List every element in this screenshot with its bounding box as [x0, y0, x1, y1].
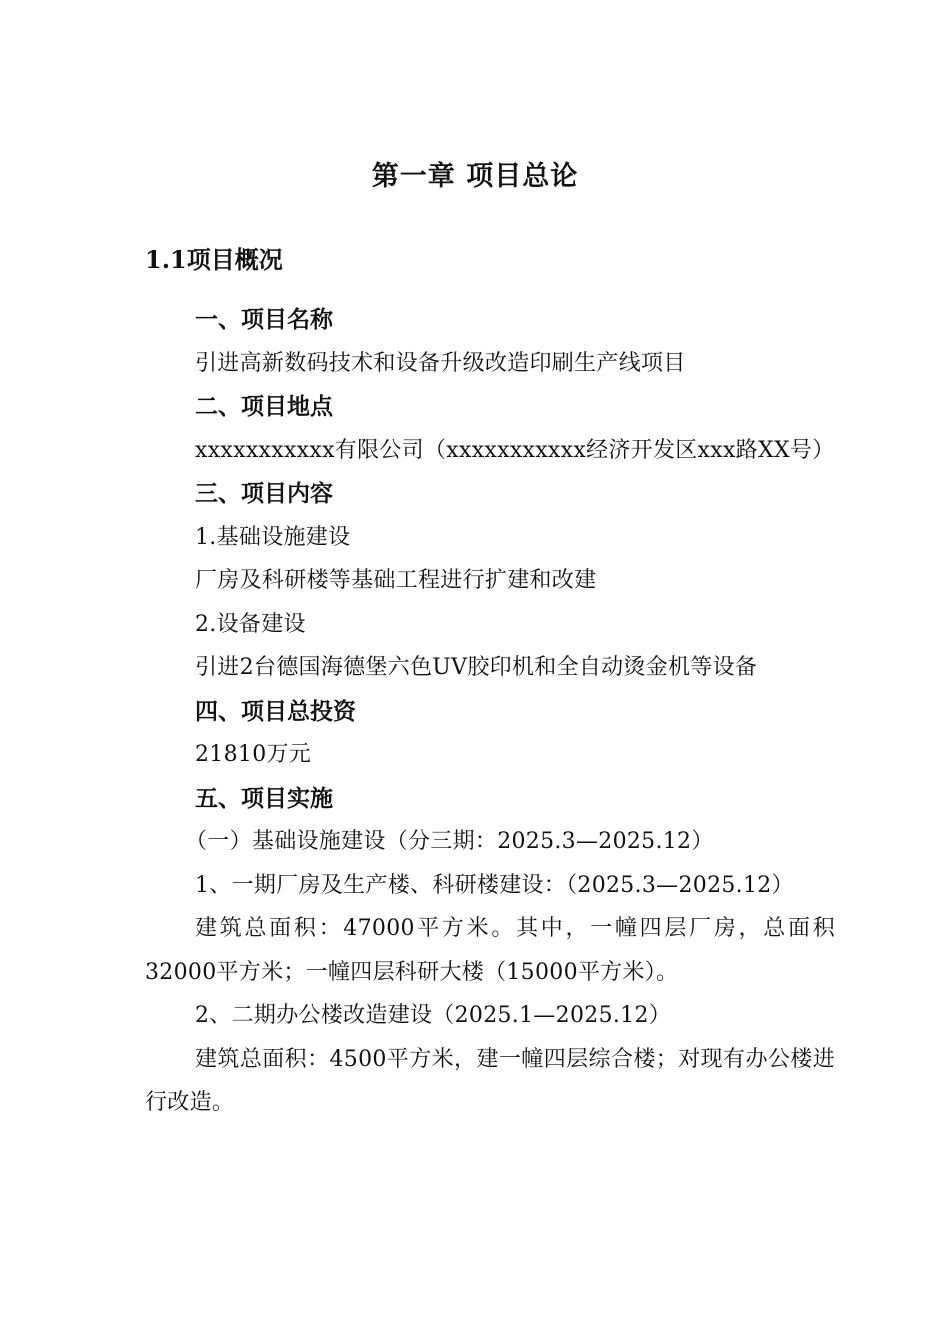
content-sub-equipment: 2.设备建设: [195, 611, 306, 637]
project-location-text: xxxxxxxxxxx有限公司（xxxxxxxxxxx经济开发区xxx路XX号）: [195, 437, 835, 463]
chapter-title: 第一章 项目总论: [371, 161, 579, 192]
implementation-sub-infrastructure: （一）基础设施建设（分三期：2025.3—2025.12）: [185, 829, 714, 854]
heading-project-content: 三、项目内容: [195, 480, 333, 507]
implementation-phase-1-text: 建筑总面积：47000平方米。其中，一幢四层厂房，总面积32000平方米；一幢四层科研大楼（15000平方米）。: [145, 916, 835, 985]
implementation-phase-2: 2、二期办公楼改造建设（2025.1—2025.12）: [195, 1003, 672, 1028]
content-sub-infrastructure: 1.基础设施建设: [195, 524, 351, 550]
content-sub-equipment-text: 引进2台德国海德堡六色UV胶印机和全自动烫金机等设备: [195, 655, 758, 680]
implementation-phase-1: 1、一期厂房及生产楼、科研楼建设：（2025.3—2025.12）: [195, 872, 794, 898]
total-investment-text: 21810万元: [195, 742, 312, 767]
content-sub-infrastructure-text: 厂房及科研楼等基础工程进行扩建和改建: [195, 568, 597, 593]
implementation-phase-2-text: 建筑总面积：4500平方米，建一幢四层综合楼；对现有办公楼进行改造。: [145, 1046, 835, 1115]
heading-total-investment: 四、项目总投资: [195, 697, 356, 725]
heading-implementation: 五、项目实施: [195, 784, 333, 812]
project-name-text: 引进高新数码技术和设备升级改造印刷生产线项目: [195, 350, 686, 376]
heading-project-location: 二、项目地点: [195, 393, 333, 420]
content-body: [145, 298, 835, 1125]
section-heading: 1.1项目概况: [145, 245, 283, 274]
heading-project-name: 一、项目名称: [195, 306, 333, 333]
